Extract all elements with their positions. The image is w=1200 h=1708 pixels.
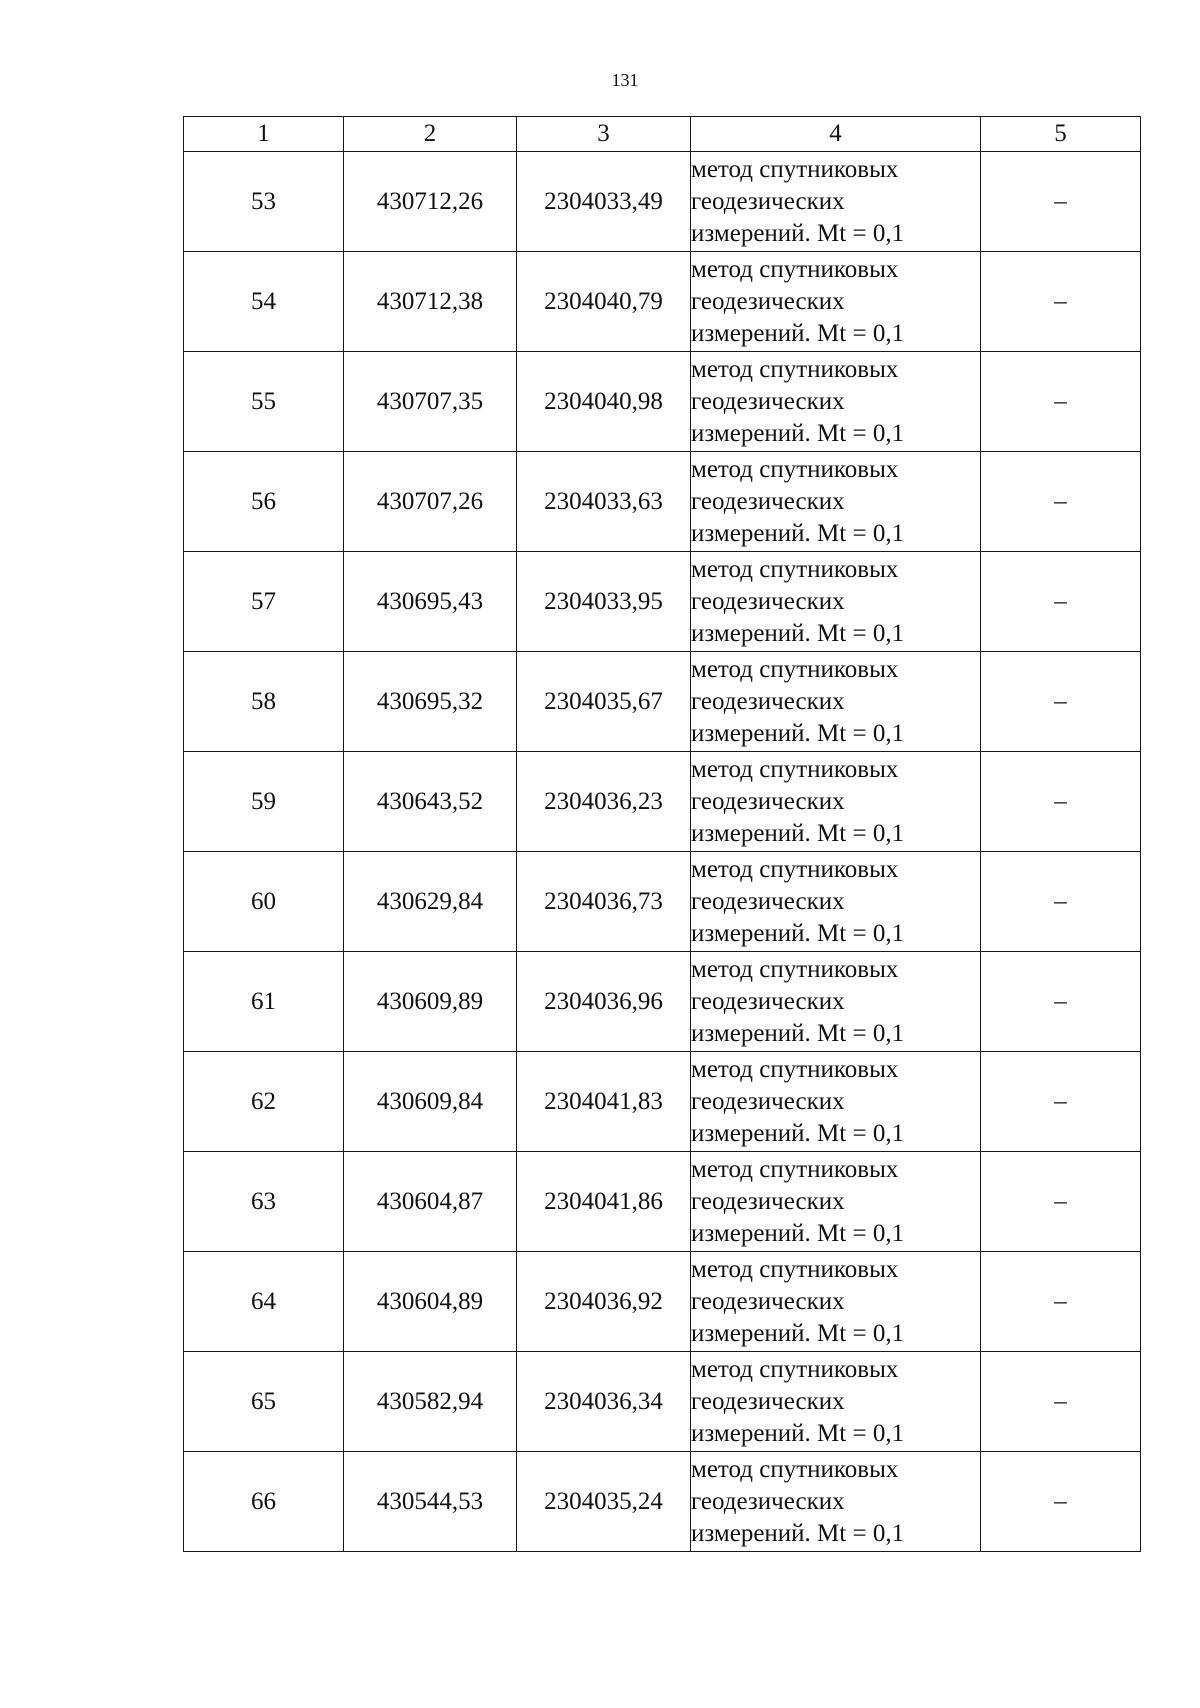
extra-cell: – — [981, 552, 1141, 652]
table-row — [184, 1452, 1141, 1552]
method-text-line: геодезических — [691, 987, 845, 1015]
method-text-line: геодезических — [691, 287, 845, 315]
y-coordinate-cell: 2304036,34 — [517, 1352, 691, 1452]
method-text-line: метод спутниковых — [691, 755, 899, 783]
method-text-line: измерений. Mt = 0,1 — [691, 319, 905, 347]
table-row — [184, 452, 1141, 552]
table-row — [184, 1152, 1141, 1252]
method-cell — [691, 1352, 981, 1452]
method-cell — [691, 652, 981, 752]
method-cell — [691, 252, 981, 352]
extra-cell: – — [981, 352, 1141, 452]
method-text-line: измерений. Mt = 0,1 — [691, 619, 905, 647]
table-row — [184, 852, 1141, 952]
method-text-line: измерений. Mt = 0,1 — [691, 919, 905, 947]
method-cell — [691, 352, 981, 452]
table-row — [184, 752, 1141, 852]
header-cell-3: 3 — [517, 117, 691, 152]
method-cell — [691, 1252, 981, 1352]
y-coordinate-cell: 2304036,73 — [517, 852, 691, 952]
point-number-cell: 60 — [184, 852, 344, 952]
extra-cell: – — [981, 652, 1141, 752]
method-text-line: метод спутниковых — [691, 1055, 899, 1083]
method-text-line: геодезических — [691, 1187, 845, 1215]
table-row — [184, 1052, 1141, 1152]
header-cell-5: 5 — [981, 117, 1141, 152]
y-coordinate-cell: 2304035,24 — [517, 1452, 691, 1552]
table-body — [184, 152, 1141, 1552]
extra-cell: – — [981, 1252, 1141, 1352]
extra-cell: – — [981, 952, 1141, 1052]
method-text-line: геодезических — [691, 1287, 845, 1315]
extra-cell: – — [981, 452, 1141, 552]
point-number-cell: 54 — [184, 252, 344, 352]
method-text-line: метод спутниковых — [691, 455, 899, 483]
table-row — [184, 552, 1141, 652]
x-coordinate-cell: 430712,26 — [344, 152, 517, 252]
point-number-cell: 58 — [184, 652, 344, 752]
y-coordinate-cell: 2304040,98 — [517, 352, 691, 452]
method-text-line: измерений. Mt = 0,1 — [691, 419, 905, 447]
x-coordinate-cell: 430643,52 — [344, 752, 517, 852]
method-text-line: геодезических — [691, 587, 845, 615]
method-text-line: геодезических — [691, 487, 845, 515]
x-coordinate-cell: 430629,84 — [344, 852, 517, 952]
method-text-line: геодезических — [691, 387, 845, 415]
point-number-cell: 65 — [184, 1352, 344, 1452]
method-text-line: геодезических — [691, 1387, 845, 1415]
y-coordinate-cell: 2304036,96 — [517, 952, 691, 1052]
method-text-line: измерений. Mt = 0,1 — [691, 219, 905, 247]
y-coordinate-cell: 2304036,92 — [517, 1252, 691, 1352]
point-number-cell: 57 — [184, 552, 344, 652]
method-text-line: метод спутниковых — [691, 1355, 899, 1383]
point-number-cell: 66 — [184, 1452, 344, 1552]
method-cell — [691, 552, 981, 652]
point-number-cell: 53 — [184, 152, 344, 252]
method-text-line: геодезических — [691, 787, 845, 815]
method-cell — [691, 452, 981, 552]
method-cell — [691, 752, 981, 852]
method-text-line: метод спутниковых — [691, 355, 899, 383]
y-coordinate-cell: 2304040,79 — [517, 252, 691, 352]
table-row — [184, 952, 1141, 1052]
method-text-line: метод спутниковых — [691, 1255, 899, 1283]
method-text-line: измерений. Mt = 0,1 — [691, 1019, 905, 1047]
method-cell — [691, 952, 981, 1052]
method-text-line: метод спутниковых — [691, 855, 899, 883]
extra-cell: – — [981, 252, 1141, 352]
point-number-cell: 61 — [184, 952, 344, 1052]
x-coordinate-cell: 430695,32 — [344, 652, 517, 752]
method-text-line: измерений. Mt = 0,1 — [691, 719, 905, 747]
point-number-cell: 59 — [184, 752, 344, 852]
y-coordinate-cell: 2304041,86 — [517, 1152, 691, 1252]
table-header-row — [184, 117, 1141, 152]
extra-cell: – — [981, 752, 1141, 852]
method-text-line: измерений. Mt = 0,1 — [691, 1319, 905, 1347]
point-number-cell: 56 — [184, 452, 344, 552]
coordinates-table — [183, 116, 1141, 1552]
point-number-cell: 64 — [184, 1252, 344, 1352]
method-text-line: измерений. Mt = 0,1 — [691, 1519, 905, 1547]
extra-cell: – — [981, 852, 1141, 952]
y-coordinate-cell: 2304033,49 — [517, 152, 691, 252]
method-text-line: измерений. Mt = 0,1 — [691, 1219, 905, 1247]
point-number-cell: 62 — [184, 1052, 344, 1152]
method-text-line: геодезических — [691, 887, 845, 915]
extra-cell: – — [981, 1452, 1141, 1552]
x-coordinate-cell: 430609,89 — [344, 952, 517, 1052]
x-coordinate-cell: 430609,84 — [344, 1052, 517, 1152]
method-text-line: метод спутниковых — [691, 255, 899, 283]
table-row — [184, 352, 1141, 452]
method-cell — [691, 852, 981, 952]
extra-cell: – — [981, 1052, 1141, 1152]
method-cell — [691, 1152, 981, 1252]
x-coordinate-cell: 430707,26 — [344, 452, 517, 552]
method-cell — [691, 1052, 981, 1152]
x-coordinate-cell: 430604,87 — [344, 1152, 517, 1252]
y-coordinate-cell: 2304035,67 — [517, 652, 691, 752]
y-coordinate-cell: 2304041,83 — [517, 1052, 691, 1152]
extra-cell: – — [981, 1152, 1141, 1252]
method-text-line: геодезических — [691, 687, 845, 715]
method-text-line: измерений. Mt = 0,1 — [691, 519, 905, 547]
method-text-line: измерений. Mt = 0,1 — [691, 1419, 905, 1447]
x-coordinate-cell: 430695,43 — [344, 552, 517, 652]
point-number-cell: 63 — [184, 1152, 344, 1252]
method-text-line: геодезических — [691, 187, 845, 215]
method-text-line: геодезических — [691, 1087, 845, 1115]
page-number: 131 — [611, 70, 639, 90]
method-text-line: метод спутниковых — [691, 1455, 899, 1483]
method-text-line: измерений. Mt = 0,1 — [691, 1119, 905, 1147]
method-text-line: метод спутниковых — [691, 555, 899, 583]
x-coordinate-cell: 430582,94 — [344, 1352, 517, 1452]
table-row — [184, 652, 1141, 752]
extra-cell: – — [981, 1352, 1141, 1452]
x-coordinate-cell: 430604,89 — [344, 1252, 517, 1352]
y-coordinate-cell: 2304036,23 — [517, 752, 691, 852]
method-cell — [691, 152, 981, 252]
header-cell-2: 2 — [344, 117, 517, 152]
method-text-line: геодезических — [691, 1487, 845, 1515]
table-row — [184, 1252, 1141, 1352]
x-coordinate-cell: 430544,53 — [344, 1452, 517, 1552]
table-row — [184, 252, 1141, 352]
y-coordinate-cell: 2304033,63 — [517, 452, 691, 552]
header-cell-4: 4 — [691, 117, 981, 152]
method-cell — [691, 1452, 981, 1552]
point-number-cell: 55 — [184, 352, 344, 452]
table-row — [184, 152, 1141, 252]
method-text-line: метод спутниковых — [691, 955, 899, 983]
header-cell-1: 1 — [184, 117, 344, 152]
method-text-line: измерений. Mt = 0,1 — [691, 819, 905, 847]
method-text-line: метод спутниковых — [691, 1155, 899, 1183]
x-coordinate-cell: 430712,38 — [344, 252, 517, 352]
y-coordinate-cell: 2304033,95 — [517, 552, 691, 652]
table-row — [184, 1352, 1141, 1452]
method-text-line: метод спутниковых — [691, 155, 899, 183]
x-coordinate-cell: 430707,35 — [344, 352, 517, 452]
method-text-line: метод спутниковых — [691, 655, 899, 683]
extra-cell: – — [981, 152, 1141, 252]
